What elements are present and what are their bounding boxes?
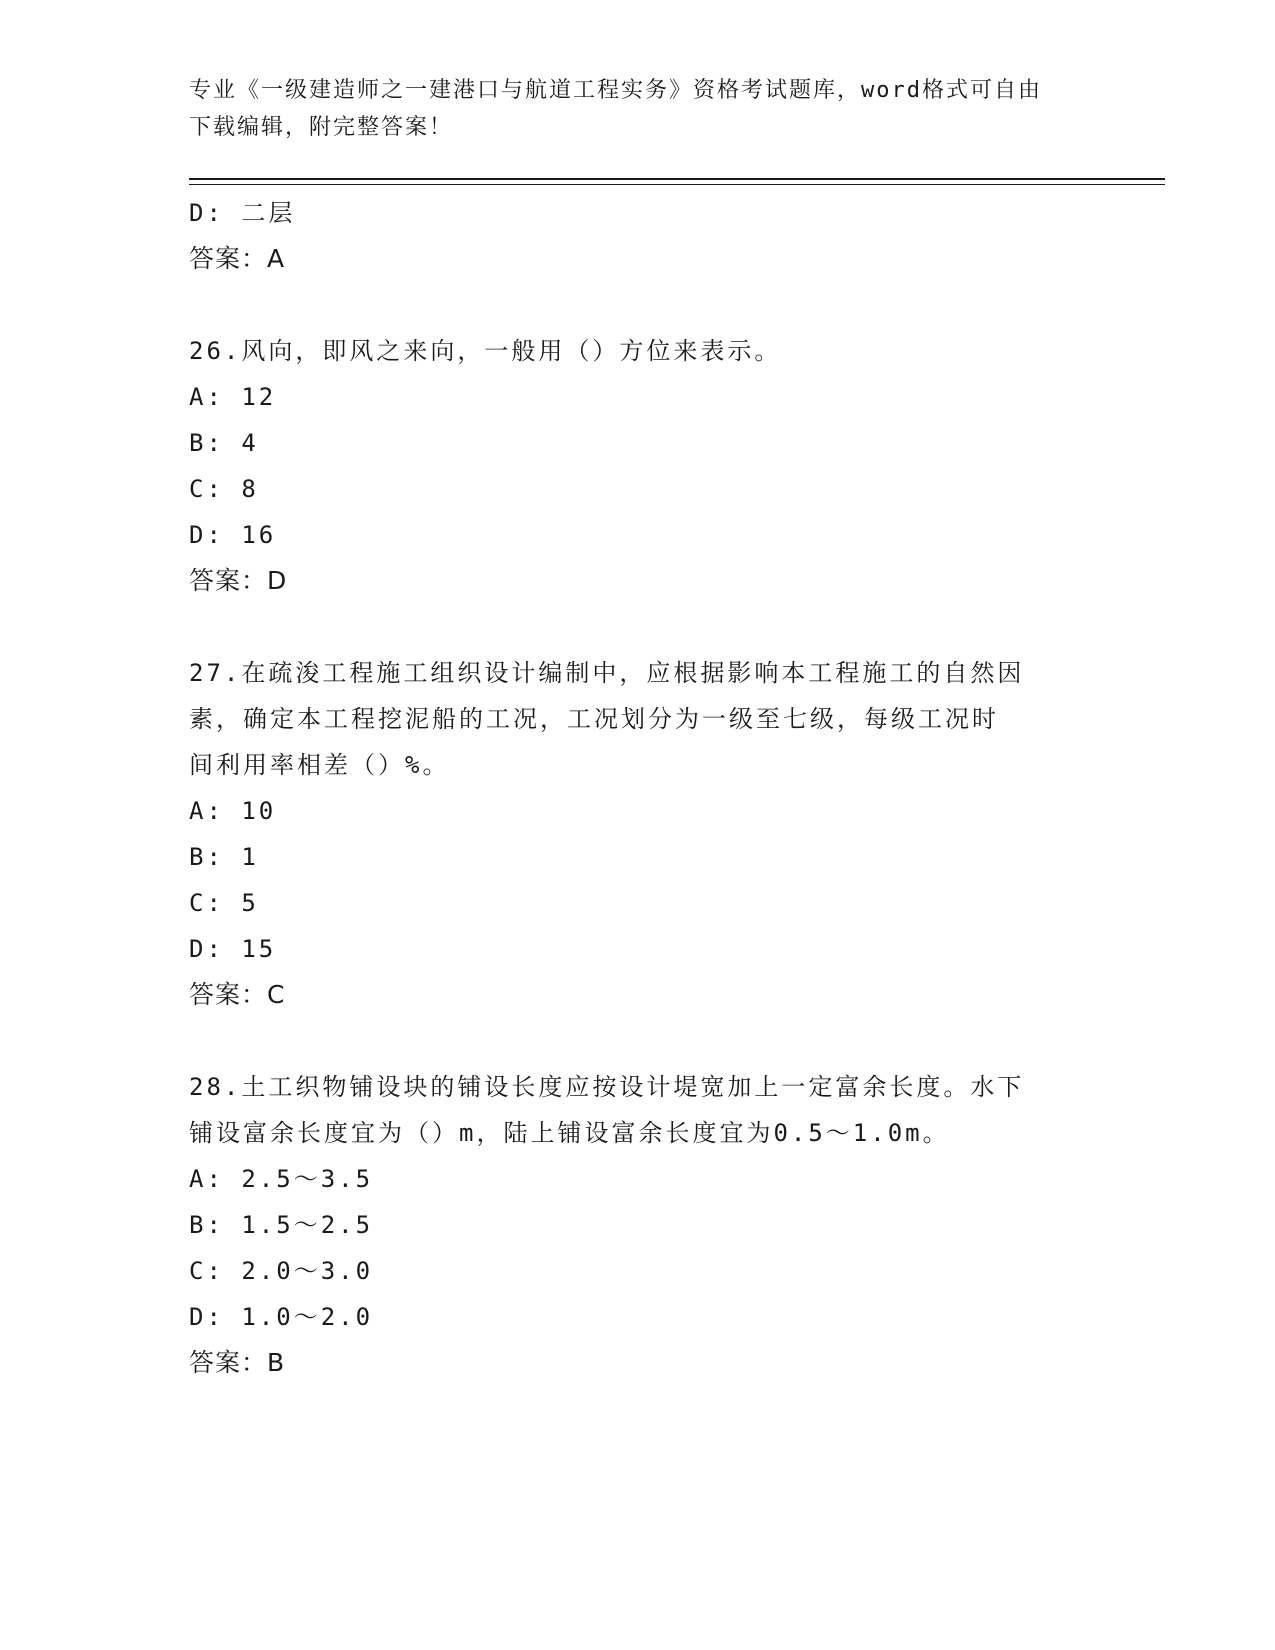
option-d: D: 15 xyxy=(189,935,277,963)
question-stem-line-2: 铺设富余长度宜为（）m，陆上铺设富余长度宜为0.5～1.0m。 xyxy=(189,1119,950,1147)
previous-question-tail xyxy=(189,190,1089,282)
spacer xyxy=(189,1018,1089,1064)
option-a: A: 10 xyxy=(189,797,277,825)
option-a: A: 12 xyxy=(189,383,277,411)
question-stem-line-1: 27.在疏浚工程施工组织设计编制中，应根据影响本工程施工的自然因 xyxy=(189,659,1025,687)
spacer xyxy=(189,282,1089,328)
header-divider-thin xyxy=(189,184,1165,185)
option-c: C: 8 xyxy=(189,475,259,503)
header-line-2: 下载编辑，附完整答案！ xyxy=(189,115,454,140)
question-28 xyxy=(189,1064,1089,1386)
header-divider-thick xyxy=(189,178,1165,180)
option-d: D: 1.0～2.0 xyxy=(189,1303,374,1331)
option-b: B: 1 xyxy=(189,843,259,871)
answer-line: 答案：C xyxy=(189,980,286,1009)
answer-line: 答案：D xyxy=(189,566,288,595)
option-b: B: 4 xyxy=(189,429,259,457)
question-stem-line-3: 间利用率相差（）%。 xyxy=(189,751,450,779)
document-body xyxy=(189,190,1089,1386)
option-b: B: 1.5～2.5 xyxy=(189,1211,374,1239)
option-d: D: 二层 xyxy=(189,199,296,227)
option-d: D: 16 xyxy=(189,521,277,549)
question-stem-line-2: 素，确定本工程挖泥船的工况，工况划分为一级至七级，每级工况时 xyxy=(189,705,999,733)
question-27 xyxy=(189,650,1089,1018)
document-header xyxy=(189,72,1089,146)
option-c: C: 2.0～3.0 xyxy=(189,1257,374,1285)
question-stem-line-1: 28.土工织物铺设块的铺设长度应按设计堤宽加上一定富余长度。水下 xyxy=(189,1073,1025,1101)
question-26 xyxy=(189,328,1089,604)
spacer xyxy=(189,604,1089,650)
answer-line: 答案：B xyxy=(189,1348,286,1377)
question-stem: 26.风向，即风之来向，一般用（）方位来表示。 xyxy=(189,337,782,365)
option-a: A: 2.5～3.5 xyxy=(189,1165,374,1193)
header-line-1: 专业《一级建造师之一建港口与航道工程实务》资格考试题库，word格式可自由 xyxy=(189,78,1042,103)
option-c: C: 5 xyxy=(189,889,259,917)
answer-line: 答案：A xyxy=(189,244,286,273)
